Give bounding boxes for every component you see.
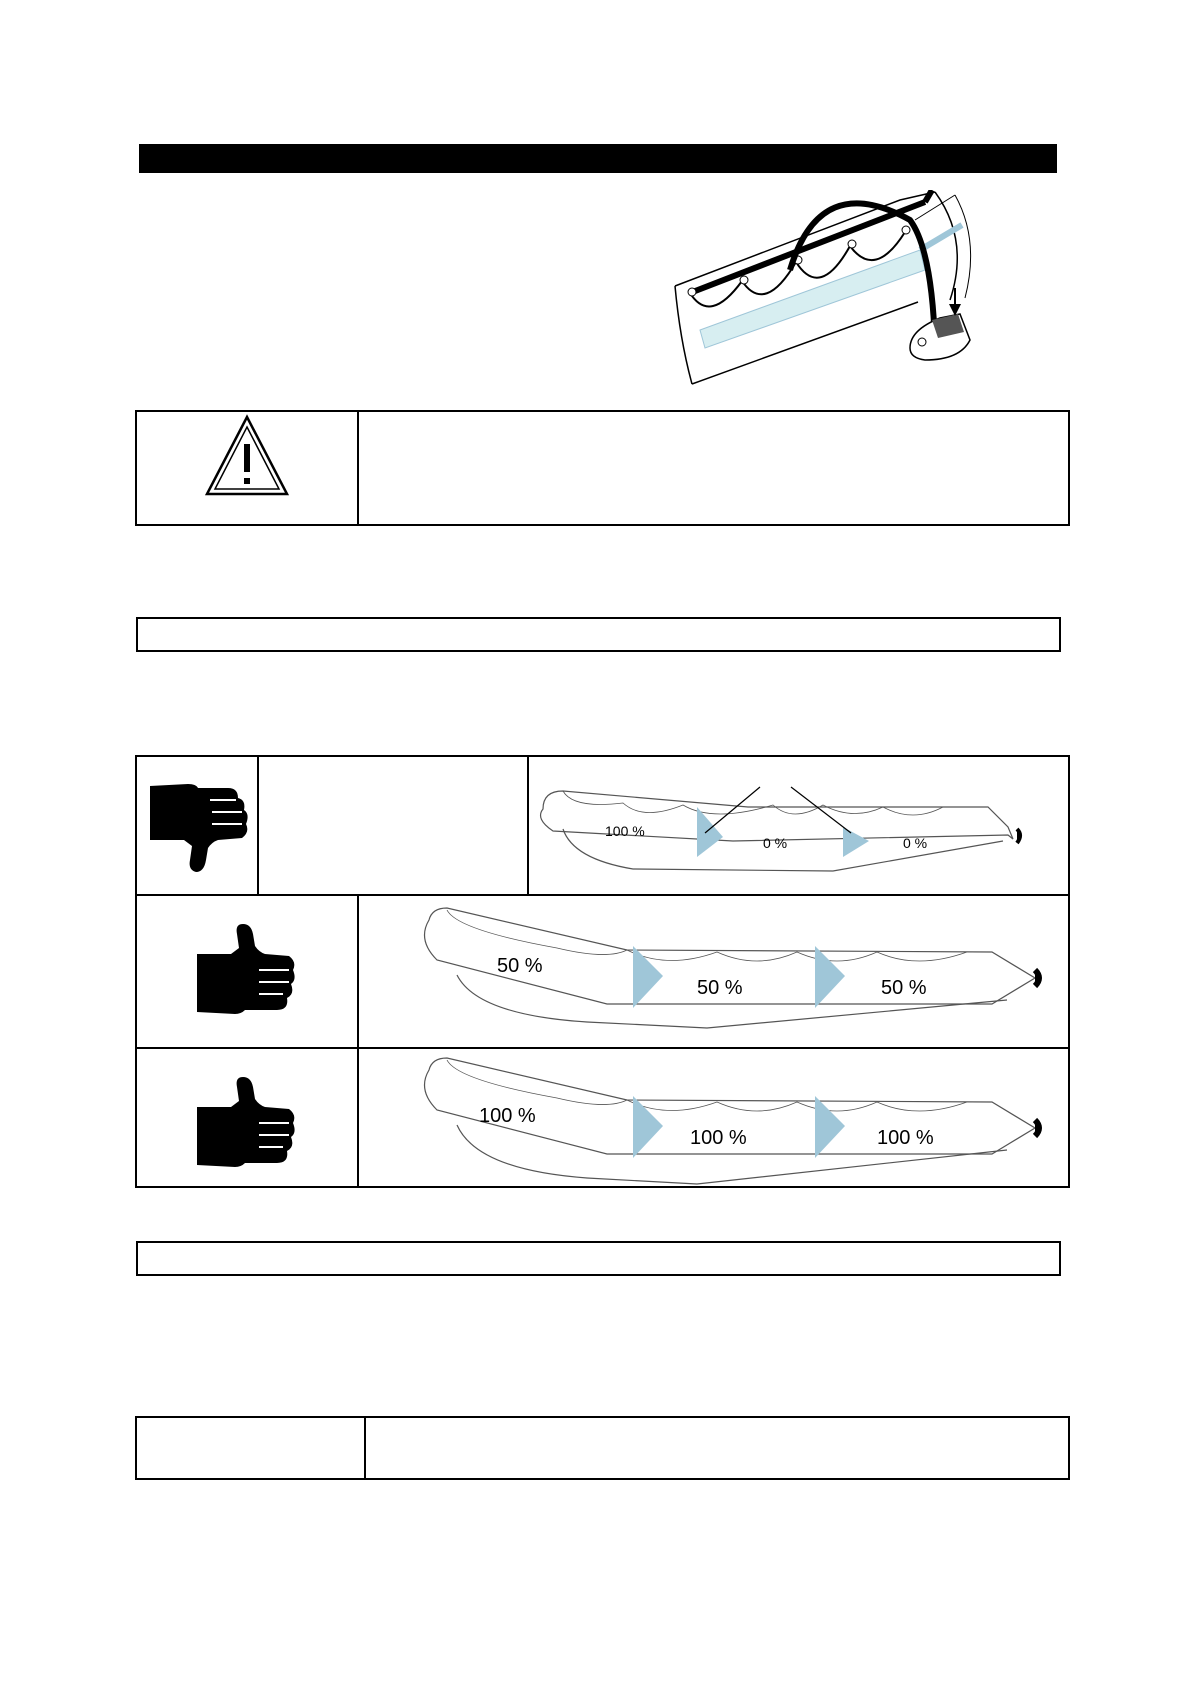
warning-triangle-icon xyxy=(204,412,290,498)
section-bar-1 xyxy=(136,617,1061,652)
row-2-label-3: 50 % xyxy=(881,977,927,999)
row-1-note xyxy=(262,767,522,887)
bottom-table-right xyxy=(377,1426,1057,1472)
boat-diagram-row-1 xyxy=(533,779,1063,889)
bottom-table-left xyxy=(145,1426,355,1472)
header-bar xyxy=(139,144,1057,173)
warning-box xyxy=(135,410,1070,526)
row-3-label-3: 100 % xyxy=(877,1127,934,1149)
thumbs-up-icon xyxy=(195,922,295,1017)
warning-text xyxy=(377,428,1047,508)
row-2-label-2: 50 % xyxy=(697,977,743,999)
row-3-label-2: 100 % xyxy=(690,1127,747,1149)
thumbs-up-icon xyxy=(195,1075,295,1170)
inflation-table xyxy=(135,755,1070,1188)
row-1-label-2: 0 % xyxy=(763,835,788,851)
valve-inflation-hose-illustration xyxy=(670,190,1030,390)
row-2-label-1: 50 % xyxy=(497,955,543,977)
boat-diagram-row-2 xyxy=(407,900,1067,1045)
boat-diagram-row-3 xyxy=(407,1050,1067,1188)
row-3-label-1: 100 % xyxy=(479,1105,536,1127)
thumbs-down-icon xyxy=(148,782,248,874)
bottom-table xyxy=(135,1416,1070,1480)
table-row-1 xyxy=(137,757,257,894)
section-bar-2 xyxy=(136,1241,1061,1276)
row-1-label-3: 0 % xyxy=(903,835,928,851)
row-1-label-1: 100 % xyxy=(605,823,645,839)
